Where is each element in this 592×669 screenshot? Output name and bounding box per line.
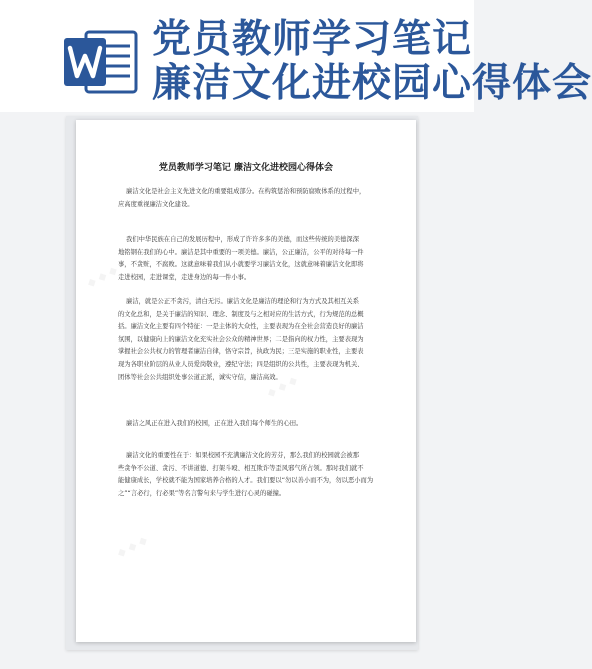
document-page: [76, 120, 416, 642]
paragraph-1: 廉洁文化是社会主义先进文化的重要组成部分。在构筑惩治和预防腐败体系的过程中， 应高度重视廉洁文化建设。: [118, 188, 366, 208]
banner-title: [152, 17, 592, 108]
banner-title-line-2: 廉洁文化进校园心得体会: [152, 61, 592, 106]
paragraph-5: 廉洁文化的重要性在于：如果校园不充满廉洁文化的芳芬，那么我们的校园就会被那 些贪争不公道、贪污、不讲道德、打架斗殴、相互欺诈等歪风邪气所占领。那时我们就不 能健康成长，学校就不能为国家培养合格的人才。我们要以“勿以善小而不为，勿以恶小而为 之”“言必行，行必果”等名言警句来与学生进行心灵的碰撞。: [118, 452, 374, 497]
paragraph-3: 廉洁，就是公正不贪污，清白无污。廉洁文化是廉洁的理论和行为方式及其相互关系 的文化总和，是关于廉洁的知识、理念、制度及与之相对应的生活方式，行为规范的总概 括。廉洁文化主要有四个特征：一是主体的大众性，主要表现为在全社会营造良好的廉洁 氛围，以健康向上的廉洁文化充实社会公众的精神世界；二是指向的权力性，主要表现为 掌握社会公共权力的管理者廉洁自律，恪守宗旨，执政为民；三是实施的职业性，主要表 现为各职业阶层的从业人员爱岗敬业，遵纪守法；四是组织的公共性，主要表现为机关、 团体等社会公共组织处事公道正派，诚实守信，廉洁高效。: [118, 298, 364, 381]
paragraph-4: 廉洁之风正在进入我们的校园，正在进入我们每个师生的心田。: [118, 420, 303, 427]
paragraph-2: 我们中华民族在自己的发展历程中，形成了许许多多的美德，而这些传统的美德深深 地铭钢在我们的心中。廉洁是其中重要的一项美德。廉洁，公正廉洁，公平的对待每一件 事，不贪赃，不腐败。这就意味着我们从小就要学习廉洁文化，这就意味着廉洁文化即将 走进校园，走进课堂，走进身边的每一件小事。: [118, 236, 364, 281]
watermark: [115, 533, 150, 560]
watermark: [85, 263, 120, 290]
document-title: 党员教师学习笔记 廉洁文化进校园心得体会: [158, 163, 334, 173]
banner-title-line-1: 党员教师学习笔记: [152, 17, 473, 62]
header-banner: [0, 0, 592, 112]
word-document-icon: [64, 30, 138, 94]
